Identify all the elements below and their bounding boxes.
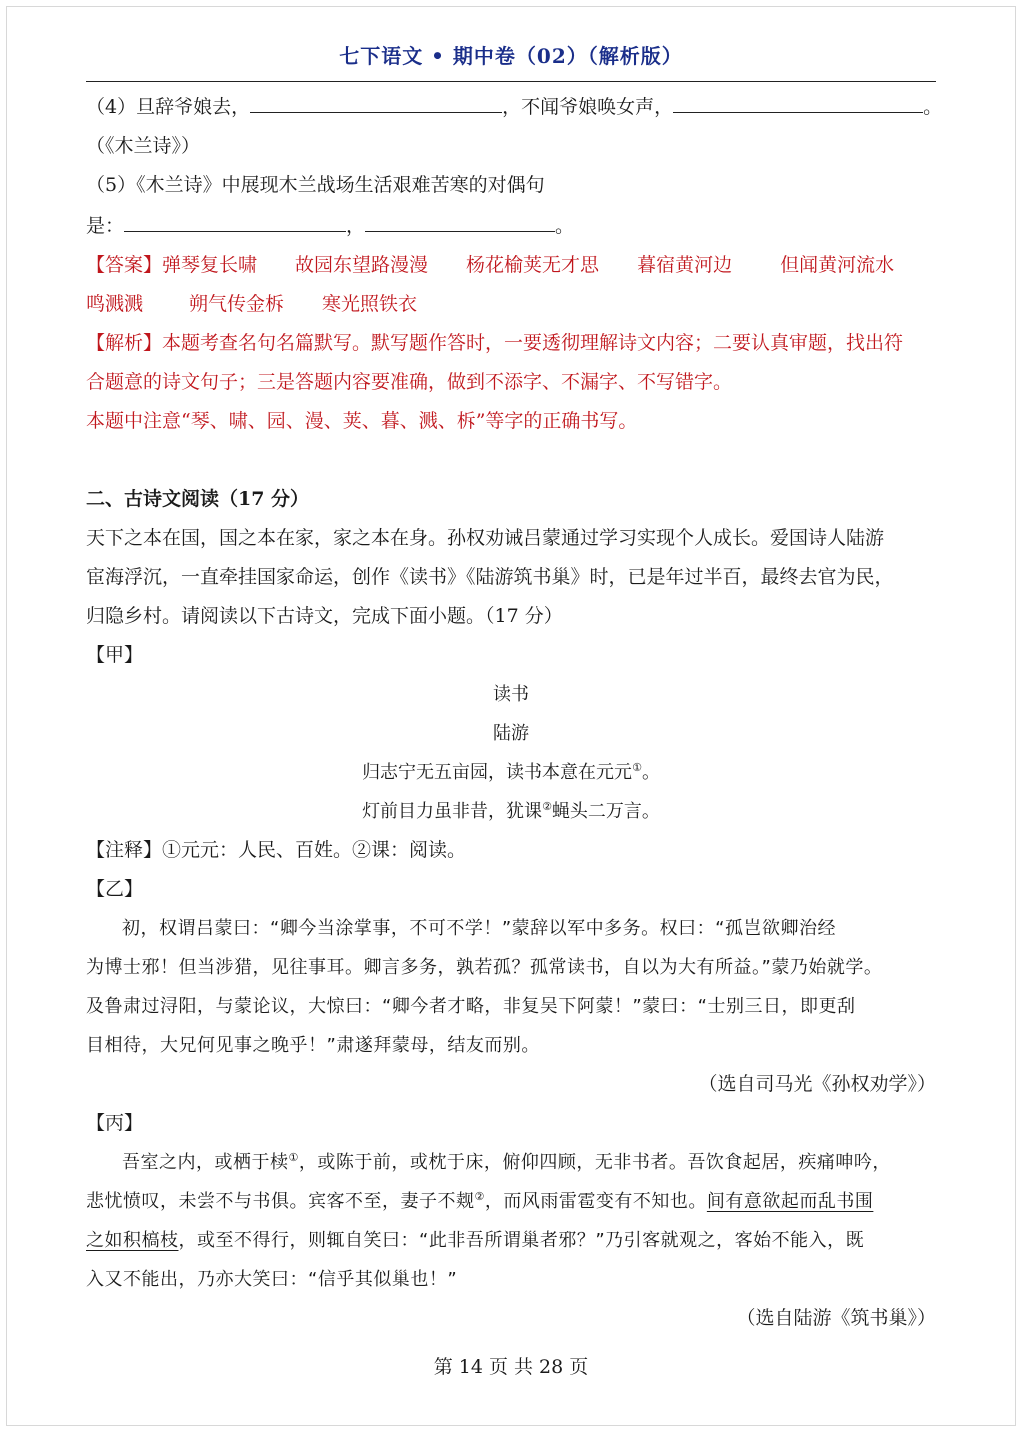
analysis-line-3: 本题中注意“琴、啸、园、漫、荚、暮、溅、柝”等字的正确书写。: [86, 410, 638, 432]
answer-blank[interactable]: [365, 205, 555, 232]
question-4-source: （《木兰诗》）: [86, 135, 201, 157]
prose-line: 之如积槁枝，或至不得行，则辄自笑曰：“此非吾所谓巢者邪？”乃引客就观之，客始不能入，既: [86, 1230, 865, 1251]
prose-line: 入又不能出，乃亦大笑曰：“信乎其似巢也！”: [86, 1269, 458, 1290]
prose-line: 目相待，大兄何见事之晚乎！”肃遂拜蒙母，结友而别。: [86, 1035, 540, 1056]
page-number: 第 14 页 共 28 页: [433, 1356, 589, 1378]
question-5-blanks: 是： ， 。: [86, 205, 936, 246]
section-intro-line: 宦海浮沉，一直牵挂国家命运，创作《读书》《陆游筑书巢》时，已是年过半百，最终去官为民，: [86, 566, 894, 588]
answer-blank[interactable]: [250, 86, 502, 113]
answer-blank[interactable]: [673, 86, 923, 113]
label-bing: 【丙】: [86, 1112, 144, 1134]
question-5: （5）《木兰诗》中展现木兰战场生活艰难苦寒的对偶句: [86, 174, 545, 196]
poem-verse: 归志宁无五亩园，读书本意在元元①。: [362, 761, 660, 783]
analysis-line-1: 【解析】本题考查名句名篇默写。默写题作答时，一要透彻理解诗文内容；二要认真审题，找出符: [86, 332, 904, 354]
source-citation: （选自陆游《筑书巢》）: [736, 1307, 936, 1329]
section-intro-line: 归隐乡村。请阅读以下古诗文，完成下面小题。（17 分）: [86, 605, 563, 627]
poem-note: 【注释】①元元：人民、百姓。②课：阅读。: [86, 839, 467, 861]
poem-verse: 灯前目力虽非昔，犹课②蝇头二万言。: [362, 800, 660, 822]
label-yi: 【乙】: [86, 878, 144, 900]
answer-line-2: 鸣溅溅 朔气传金柝 寒光照铁衣: [86, 293, 418, 315]
prose-line: 悲忧愤叹，未尝不与书俱。宾客不至，妻子不觌②，而风雨雷雹变有不知也。间有意欲起而乱书围: [86, 1190, 874, 1212]
document-body: [86, 86, 943, 1338]
label-jia: 【甲】: [86, 644, 144, 666]
prose-line: 及鲁肃过浔阳，与蒙论议，大惊曰：“卿今者才略，非复吴下阿蒙！”蒙曰：“士别三日，即更刮: [86, 996, 856, 1017]
poem-author: 陆游: [493, 723, 529, 744]
answer-line-1: 【答案】弹琴复长啸 故园东望路漫漫 杨花榆荚无才思 暮宿黄河边 但闻黄河流水: [86, 254, 895, 276]
section-intro-line: 天下之本在国，国之本在家，家之本在身。孙权劝诫吕蒙通过学习实现个人成长。爱国诗人陆游: [86, 527, 885, 549]
section-heading: 二、古诗文阅读（17 分）: [86, 488, 310, 510]
prose-line: 为博士邪！但当涉猎，见往事耳。卿言多务，孰若孤？孤常读书，自以为大有所益。”蒙乃始就学。: [86, 957, 883, 978]
underlined-sentence: 之如积槁枝: [86, 1230, 179, 1251]
poem-title: 读书: [493, 684, 529, 705]
prose-line: 吾室之内，或栖于椟①，或陈于前，或枕于床，俯仰四顾，无非书者。吾饮食起居，疾痛呻吟，: [122, 1151, 891, 1173]
source-citation: （选自司马光《孙权劝学》）: [698, 1073, 936, 1095]
answer-blank[interactable]: [124, 205, 346, 232]
underlined-sentence: 间有意欲起而乱书围: [706, 1191, 874, 1212]
page-title: 七下语文 • 期中卷（02）（解析版）: [339, 44, 683, 68]
prose-line: 初，权谓吕蒙曰：“卿今当涂掌事，不可不学！”蒙辞以军中多务。权曰：“孤岂欲卿治经: [122, 918, 836, 939]
header-divider: [86, 81, 936, 82]
question-4: （4）旦辞爷娘去， ，不闻爷娘唤女声， 。: [86, 86, 936, 127]
analysis-line-2: 合题意的诗文句子；三是答题内容要准确，做到不添字、不漏字、不写错字。: [86, 371, 733, 393]
